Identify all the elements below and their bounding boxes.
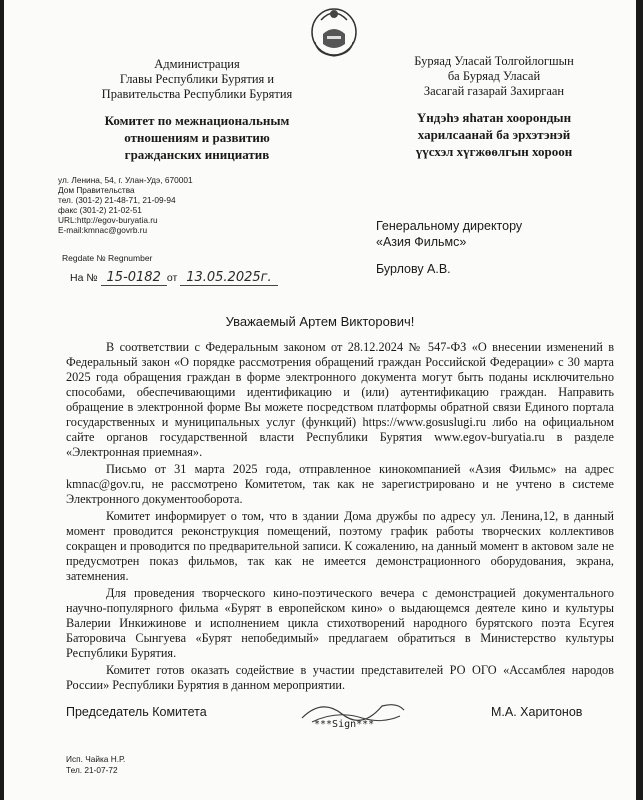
signatory-position: Председатель Комитета [66,705,207,719]
address-email: E-mail:kmnac@govrb.ru [58,225,148,235]
coat-of-arms-emblem [307,2,361,58]
header-left [92,57,302,163]
body-paragraph: В соответствии с Федеральным законом от 28.12.2024 № 547-ФЗ «О внесении изменений в Федеральный закон «О порядке рассмотрения обращений граждан Российской Федерации» с 30 марта 2025 года обращения граждан в форме электронного документа могут быть поданы исключительно способами, обеспечивающими идентификацию и (или) аутентификацию граждан. Направить обращение в электронной форме Вы можете посредством платформы обратной связи Единого портала государственных и муниципальных услуг (функций) https://www.gosuslugi.ru либо на официальном сайте органов государственной власти Республики Бурятия www.egov-buryatia.ru в разделе «Электронная приемная». [66,340,614,459]
ot-label: от [166,272,178,284]
committee-name-buryat [389,109,599,160]
reference-date: 13.05.2025г. [180,270,277,286]
committee-line-3: гражданских инициатив [124,147,270,162]
na-label: На № [70,272,98,284]
org-line-3: Правительства Республики Бурятия [101,87,293,101]
recipient-company: «Азия Фильмс» [376,235,467,249]
body-paragraph: Комитет информирует о том, что в здании Дома дружбы по адресу ул. Ленина,12, в данный момент проводится реконструкция помещений, поэтому график работы творческих коллективов сокращен и проводится по предварительной записи. К сожалению, на данный момент в актовом зале не предусмотрен показ фильмов, так как не имеется демонстрационного оборудования, экрана, затемнения. [66,509,614,583]
body-paragraph: Письмо от 31 марта 2025 года, отправленное кинокомпанией «Азия Фильмс» на адрес kmnac@gov.ru, не рассмотрено Комитетом, так как не зарегистрировано и не учтено в системе Электронного документооборота. [66,462,614,506]
committee-line-2-buryat: харилсаанай ба эрхэтэнэй [417,127,571,142]
executor-info [66,754,125,776]
org-line-1-buryat: Буряад Уласай Толгойлогшын [414,54,574,68]
reference-number-line [70,270,278,285]
recipient-title: Генеральному директору [376,219,523,233]
org-line-3-buryat: Засагай газарай Захиргаан [423,84,565,98]
committee-line-1: Комитет по межнациональным [104,113,290,128]
committee-name [92,112,302,163]
recipient-block [376,218,522,250]
sender-address [58,175,193,235]
header-right [389,54,599,160]
recipient-name: Бурлову А.В. [376,262,451,276]
org-line-1: Администрация [154,57,240,71]
letter-body [66,340,614,695]
address-tel: тел. (301-2) 21-48-71, 21-09-94 [58,195,176,205]
committee-line-3-buryat: үүсхэл хүгжөөлгын хороон [415,144,573,159]
executor-tel: Тел. 21-07-72 [66,765,118,775]
greeting: Уважаемый Артем Викторович! [225,314,415,329]
address-fax: факс (301-2) 21-02-51 [58,205,142,215]
committee-line-1-buryat: Үндэһэ яһатан хоорондын [416,110,572,125]
signature-placeholder: ***Sign*** [314,719,375,730]
regdate-label: Regdate № Regnumber [62,253,153,263]
letter-page [4,0,636,800]
committee-line-2: отношениям и развитию [124,130,270,145]
reference-number: 15-0182 [101,270,167,286]
address-building: Дом Правительства [58,185,135,195]
body-paragraph: Комитет готов оказать содействие в участии представителей РО ОГО «Ассамблея народов России» Республики Бурятия в данном мероприятии. [66,663,614,692]
body-paragraph: Для проведения творческого кино-поэтического вечера с демонстрацией документального научно-популярного фильма «Бурят в европейском кино» о выдающемся деятеле кино и культуры Валерии Инкижинове и исполнением цикла стихотворений народного бурятского поэта Есугея Баторовича Сынгуева «Бурят непобедимый» предлагаем обратиться в Министерство культуры Республики Бурятия. [66,586,614,660]
address-url: URL:http://egov-buryatia.ru [58,215,158,225]
org-line-2: Главы Республики Бурятия и [119,72,275,86]
signatory-name: М.А. Харитонов [491,705,583,719]
org-line-2-buryat: ба Буряад Уласай [447,69,541,83]
executor-name: Исп. Чайка Н.Р. [66,754,126,764]
address-street: ул. Ленина, 54, г. Улан-Удэ, 670001 [58,175,193,185]
